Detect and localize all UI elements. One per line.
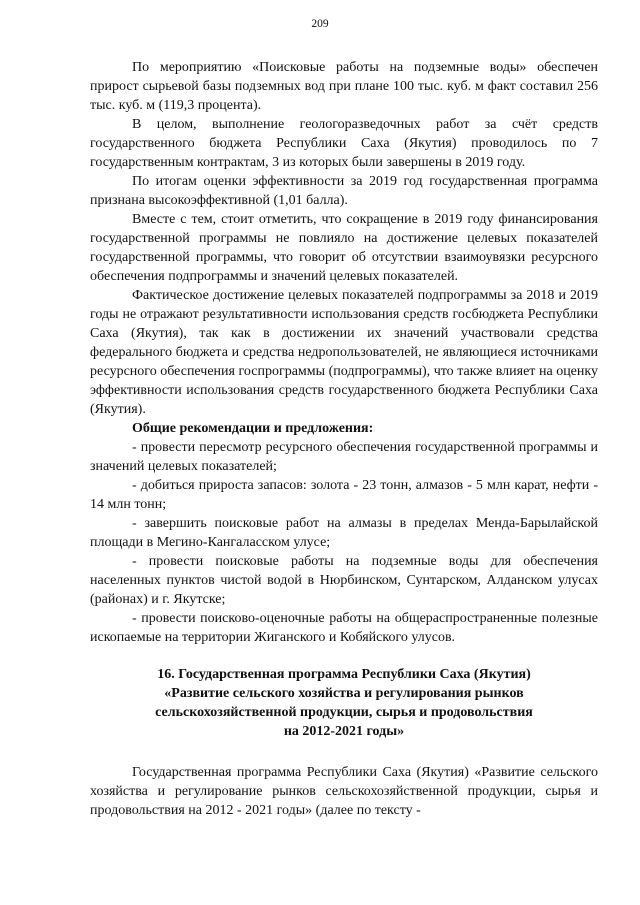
section-heading [90, 665, 598, 741]
recommendation-item: - добиться прироста запасов: золота - 23 тонн, алмазов - 5 млн карат, нефти - 14 млн тонн; [90, 478, 598, 512]
section-heading-line: на 2012-2021 годы» [283, 724, 405, 739]
recommendation-item: - провести поисково-оценочные работы на общераспространенные полезные ископаемые на территории Жиганского и Кобяйского улусов. [90, 611, 598, 645]
paragraph-funding-reduction: Вместе с тем, стоит отметить, что сокращение в 2019 году финансирования государственной программы не повлияло на достижение целевых показателей государственной программы, что говорит об отсутствии взаимоувязки ресурсного обеспечения подпрограммы и значений целевых показателей. [90, 212, 598, 284]
paragraph-target-indicators: Фактическое достижение целевых показателей подпрограммы за 2018 и 2019 годы не отражают результативности использования средств госбюджета Республики Саха (Якутия), так как в достижении их значений участвовали средства федерального бюджета и средства недропользователей, не являющиеся источниками ресурсного обеспечения госпрограммы (подпрограммы), что также влияет на оценку эффективности использования средств государственного бюджета Республики Саха (Якутия). [90, 288, 598, 417]
section-heading-line: 16. Государственная программа Республики Саха (Якутия) [157, 667, 531, 682]
paragraph-contracts: В целом, выполнение геологоразведочных работ за счёт средств государственного бюджета Республики Саха (Якутия) проводилось по 7 государственным контрактам, 3 из которых были завершены в 2019 году. [90, 117, 598, 170]
document-body [90, 58, 598, 820]
page-number: 209 [311, 18, 329, 30]
recommendation-item: - провести пересмотр ресурсного обеспечения государственной программы и значений целевых показателей; [90, 440, 598, 474]
recommendation-item: - провести поисковые работы на подземные воды для обеспечения населенных пунктов чистой водой в Нюрбинском, Сунтарском, Алданском улусах (районах) и г. Якутске; [90, 554, 598, 607]
recommendations-title: Общие рекомендации и предложения: [132, 421, 374, 436]
section-heading-line: «Развитие сельского хозяйства и регулирования рынков [164, 686, 524, 701]
paragraph-program-intro: Государственная программа Республики Саха (Якутия) «Развитие сельского хозяйства и регулирование рынков сельскохозяйственной продукции, сырья и продовольствия на 2012 - 2021 годы» (далее по тексту - [90, 765, 598, 818]
paragraph-groundwater: По мероприятию «Поисковые работы на подземные воды» обеспечен прирост сырьевой базы подземных вод при плане 100 тыс. куб. м факт составил 256 тыс. куб. м (119,3 процента). [90, 60, 598, 113]
section-heading-line: сельскохозяйственной продукции, сырья и продовольствия [155, 705, 533, 720]
paragraph-efficiency: По итогам оценки эффективности за 2019 год государственная программа признана высокоэффективной (1,01 балла). [90, 174, 598, 208]
recommendation-item: - завершить поисковые работ на алмазы в пределах Менда-Барылайской площади в Мегино-Кангаласском улусе; [90, 516, 598, 550]
